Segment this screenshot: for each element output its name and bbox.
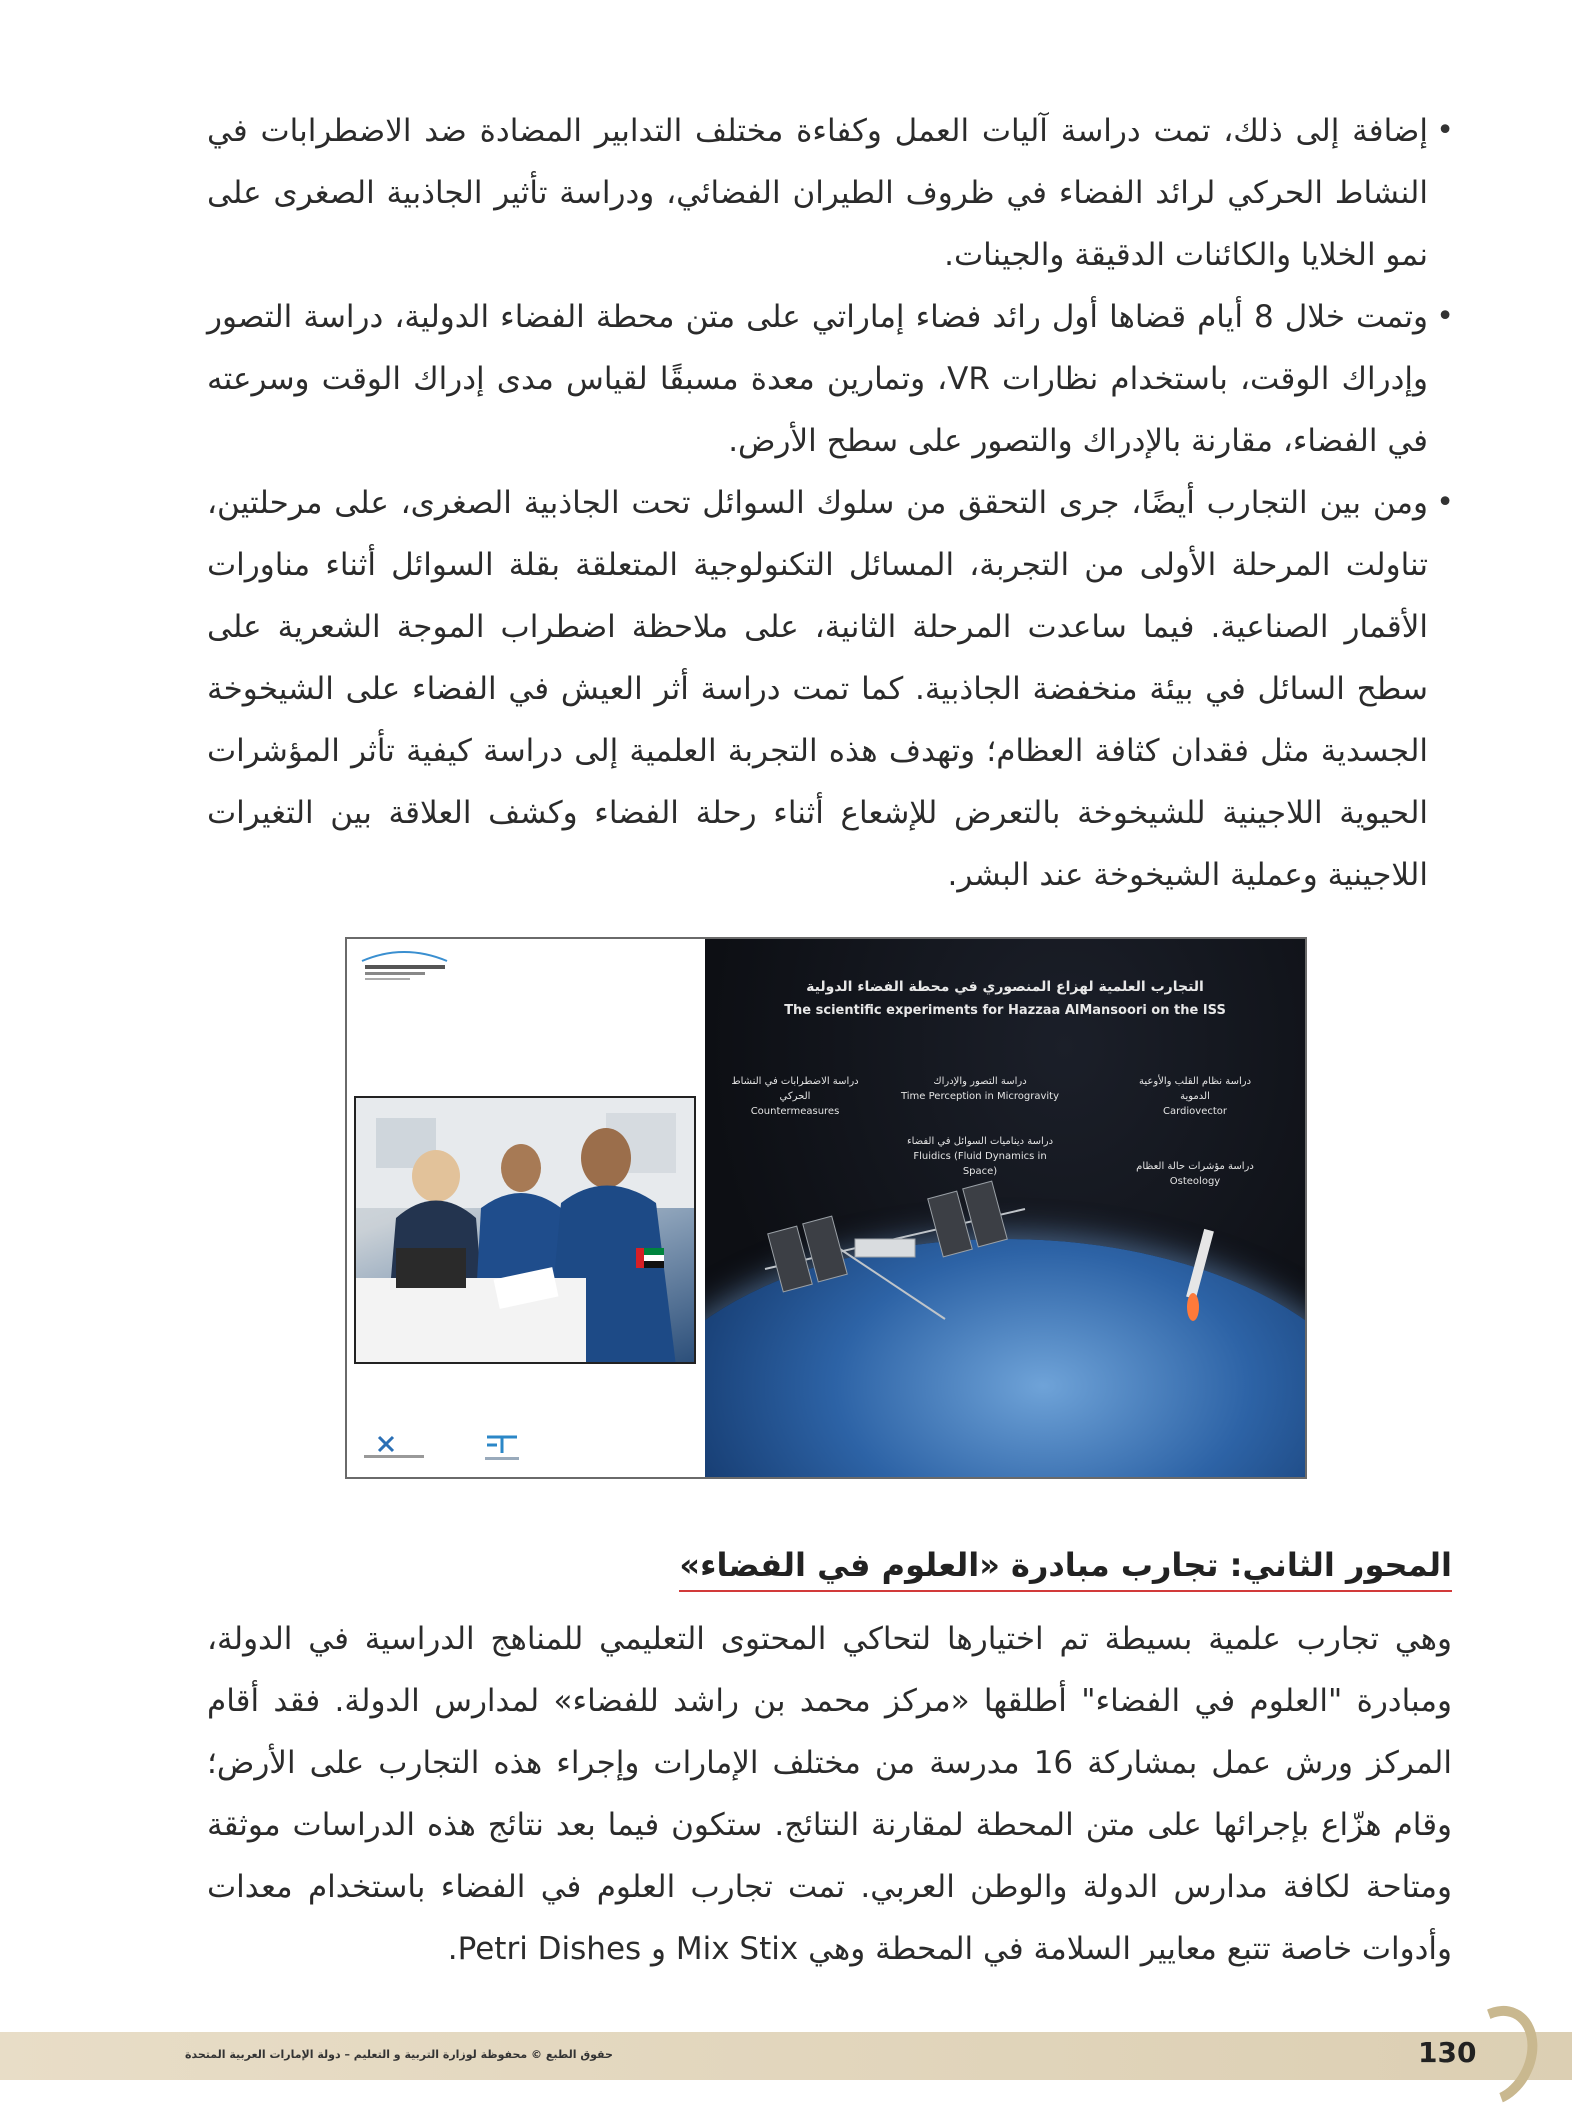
jet-logo-icon	[477, 1433, 527, 1463]
section-heading: المحور الثاني: تجارب مبادرة «العلوم في الفضاء»	[679, 1546, 1452, 1592]
figure-item-countermeasures: دراسة الاضطرابات في النشاط الحركي Countermeasures	[731, 1076, 859, 1117]
decorative-arc-icon	[1437, 1992, 1553, 2120]
iss-experiments-figure	[345, 937, 1307, 1479]
figure-space-panel	[705, 939, 1305, 1477]
figure-item-osteology: دراسة مؤشرات حالة العظام Osteology	[1136, 1161, 1254, 1187]
figure-item-cardiovector: دراسة نظام القلب والأوعية الدموية Cardiovector	[1138, 1076, 1252, 1117]
iss-station-icon	[705, 939, 1305, 1477]
section-paragraph: وهي تجارب علمية بسيطة تم اختيارها لتحاكي المحتوى التعليمي للمناهج الدراسية في الدولة، ومبادرة "العلوم في الفضاء" أطلقها «مركز محمد بن راشد للفضاء» لمدارس الدولة. فقد أقام المركز ورش عمل بمشاركة 16 مدرسة من مختلف الإمارات وإجراء هذه التجارب على الأرض؛ وقام هزّاع بإجرائها على متن المحطة لمقارنة النتائج. ستكون فيما بعد نتائج هذه الدراسات موثقة ومتاحة لكافة مدارس الدولة والوطن العربي. تمت تجارب العلوم في الفضاء باستخدام معدات وأدوات خاصة تتبع معايير السلامة في المحطة وهي Mix Stix و Petri Dishes.	[207, 1621, 1452, 1967]
figure-item-fluidics: دراسة ديناميات السوائل في الفضاء Fluidics (Fluid Dynamics in Space)	[906, 1136, 1054, 1177]
bullet-item: • إضافة إلى ذلك، تمت دراسة آليات العمل وكفاءة مختلف التدابير المضادة ضد الاضطرابات في النشاط الحركي لرائد الفضاء في ظروف الطيران الفضائي، ودراسة تأثير الجاذبية الصغرى على نمو الخلايا والكائنات الدقيقة والجينات.	[207, 100, 1452, 286]
bullet-item: • وتمت خلال 8 أيام قضاها أول رائد فضاء إماراتي على متن محطة الفضاء الدولية، دراسة التصور وإدراك الوقت، باستخدام نظارات VR، وتمارين معدة مسبقًا لقياس مدى إدراك الوقت وسرعته في الفضاء، مقارنة بالإدراك والتصور على سطح الأرض.	[207, 286, 1452, 472]
footer-copyright: حقوق الطبع © محفوظة لوزارة التربية و التعليم – دولة الإمارات العربية المتحدة	[185, 2048, 613, 2061]
mbrsc-logo-icon	[357, 947, 452, 985]
figure-item-time-perception: دراسة التصور والإدراك Time Perception in Microgravity	[900, 1076, 1060, 1102]
bullet-list	[207, 100, 1452, 906]
partner-logo-icon	[359, 1433, 429, 1463]
bullet-item: • ومن بين التجارب أيضًا، جرى التحقق من سلوك السوائل تحت الجاذبية الصغرى، على مرحلتين، تناولت المرحلة الأولى من التجربة، المسائل التكنولوجية المتعلقة بقلة السوائل أثناء مناورات الأقمار الصناعية. فيما ساعدت المرحلة الثانية، على ملاحظة اضطراب الموجة الشعرية على سطح السائل في بيئة منخفضة الجاذبية. كما تمت دراسة أثر العيش في الفضاء على الشيخوخة الجسدية مثل فقدان كثافة العظام؛ وتهدف هذه التجربة العلمية إلى دراسة كيفية تأثر المؤشرات الحيوية اللاجينية للشيخوخة بالتعرض للإشعاع أثناء رحلة الفضاء وكشف العلاقة بين التغيرات اللاجينية وعملية الشيخوخة عند البشر.	[207, 472, 1452, 906]
figure-left-panel	[347, 939, 705, 1477]
figure-title-english: The scientific experiments for Hazzaa AlMansoori on the ISS	[784, 1003, 1226, 1018]
astronauts-photo	[354, 1096, 696, 1364]
page-number: 130	[1418, 2036, 1477, 2069]
figure-title-arabic: التجارب العلمية لهزاع المنصوري في محطة الفضاء الدولية	[806, 979, 1204, 995]
